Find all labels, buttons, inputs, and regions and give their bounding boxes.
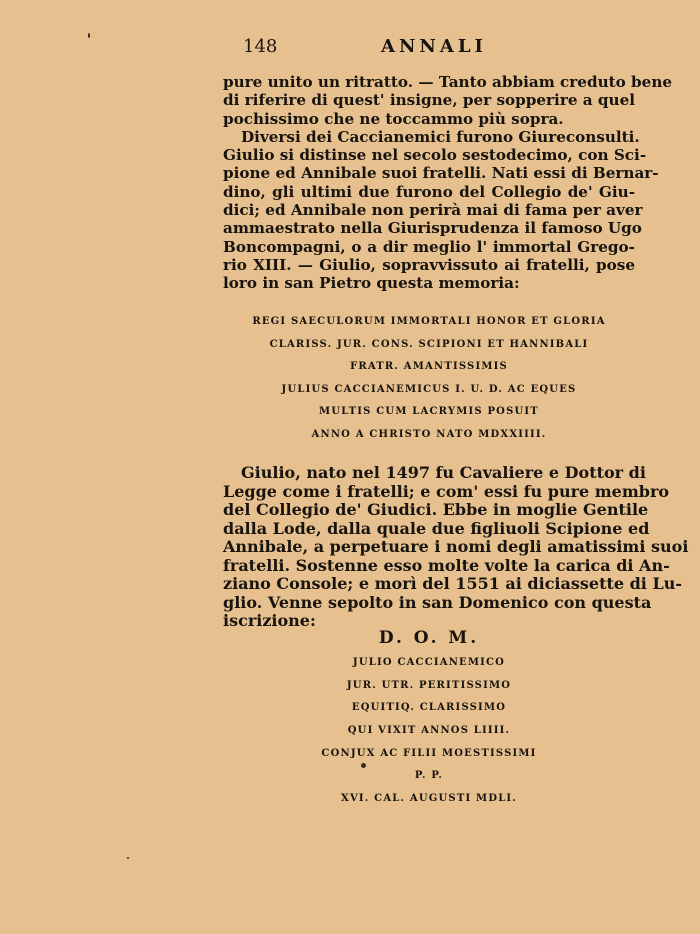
text-line: pione ed Annibale suoi fratelli. Nati essi di Bernar- <box>223 164 659 183</box>
page-header <box>243 36 638 60</box>
text-line: Giulio si distinse nel secolo sestodecimo, con Sci- <box>223 146 647 165</box>
text-line: pochissimo che ne toccammo più sopra. <box>223 109 564 128</box>
paragraph-1 <box>223 73 673 293</box>
ink-speck <box>127 857 129 859</box>
inscription-line: JULIUS CACCIANEMICUS I. U. D. AC EQUES <box>281 383 577 395</box>
inscription-line: CONJUX AC FILII MOESTISSIMI <box>321 747 537 759</box>
text-line: fratelli. Sostenne esso molte volte la carica di An- <box>223 555 670 575</box>
inscription-line: P. P. <box>414 770 444 782</box>
inscription-san-domenico <box>223 624 635 811</box>
inscription-line: JULIO CACCIANEMICO <box>352 657 506 668</box>
text-line: Diversi dei Caccianemici furono Giureconsulti. <box>241 127 640 146</box>
text-line: dalla Lode, dalla quale due figliuoli Scipione ed <box>223 518 650 538</box>
page-number: 148 <box>243 36 278 57</box>
ink-speck <box>88 33 90 38</box>
inscription-line: XVI. CAL. AUGUSTI MDLI. <box>341 793 517 805</box>
paragraph-2 <box>223 463 689 631</box>
text-line: del Collegio de' Giudici. Ebbe in moglie Gentile <box>223 500 649 519</box>
text-line: di riferire di quest' insigne, per sopperire a quel <box>223 91 635 110</box>
inscription-line: REGI SAECULORUM IMMORTALI HONOR ET GLORIA <box>252 316 606 327</box>
text-line: Legge come i fratelli; e com' essi fu pure membro <box>223 481 670 501</box>
inscription-line: CLARISS. JUR. CONS. SCIPIONI ET HANNIBALI <box>269 338 589 350</box>
running-title: ANNALI <box>381 36 487 57</box>
inscription-san-pietro <box>223 311 635 447</box>
text-line: loro in san Pietro questa memoria: <box>223 274 520 293</box>
text-line: rio XIII. — Giulio, sopravvissuto ai fratelli, pose <box>223 255 635 274</box>
text-line: dino, gli ultimi due furono del Collegio de' Giu- <box>223 182 635 201</box>
text-line: ziano Console; e morì del 1551 ai diciassette di Lu- <box>223 574 682 593</box>
inscription-line: ANNO A CHRISTO NATO MDXXIIII. <box>311 428 547 440</box>
text-line: ammaestrato nella Giurisprudenza il famoso Ugo <box>223 219 642 238</box>
text-line: dici; ed Annibale non perirà mai di fama per aver <box>223 201 643 220</box>
inscription-line: MULTIS CUM LACRYMIS POSUIT <box>319 406 539 418</box>
text-line: pure unito un ritratto. — Tanto abbiam creduto bene <box>223 73 673 91</box>
inscription-heading: D. O. M. <box>378 628 480 648</box>
text-line: Annibale, a perpetuare i nomi degli amatissimi suoi <box>223 537 689 556</box>
inscription-line: QUI VIXIT ANNOS LIIII. <box>347 725 511 737</box>
text-line: iscrizione: <box>223 611 316 630</box>
text-line: glio. Venne sepolto in san Domenico con questa <box>223 592 652 612</box>
inscription-line: FRATR. AMANTISSIMIS <box>350 361 508 373</box>
text-line: Giulio, nato nel 1497 fu Cavaliere e Dottor di <box>241 463 646 482</box>
inscription-line: EQUITIQ. CLARISSIMO <box>351 702 507 714</box>
text-line: Boncompagni, o a dir meglio l' immortal Grego- <box>223 237 635 256</box>
inscription-line: JUR. UTR. PERITISSIMO <box>346 679 512 691</box>
